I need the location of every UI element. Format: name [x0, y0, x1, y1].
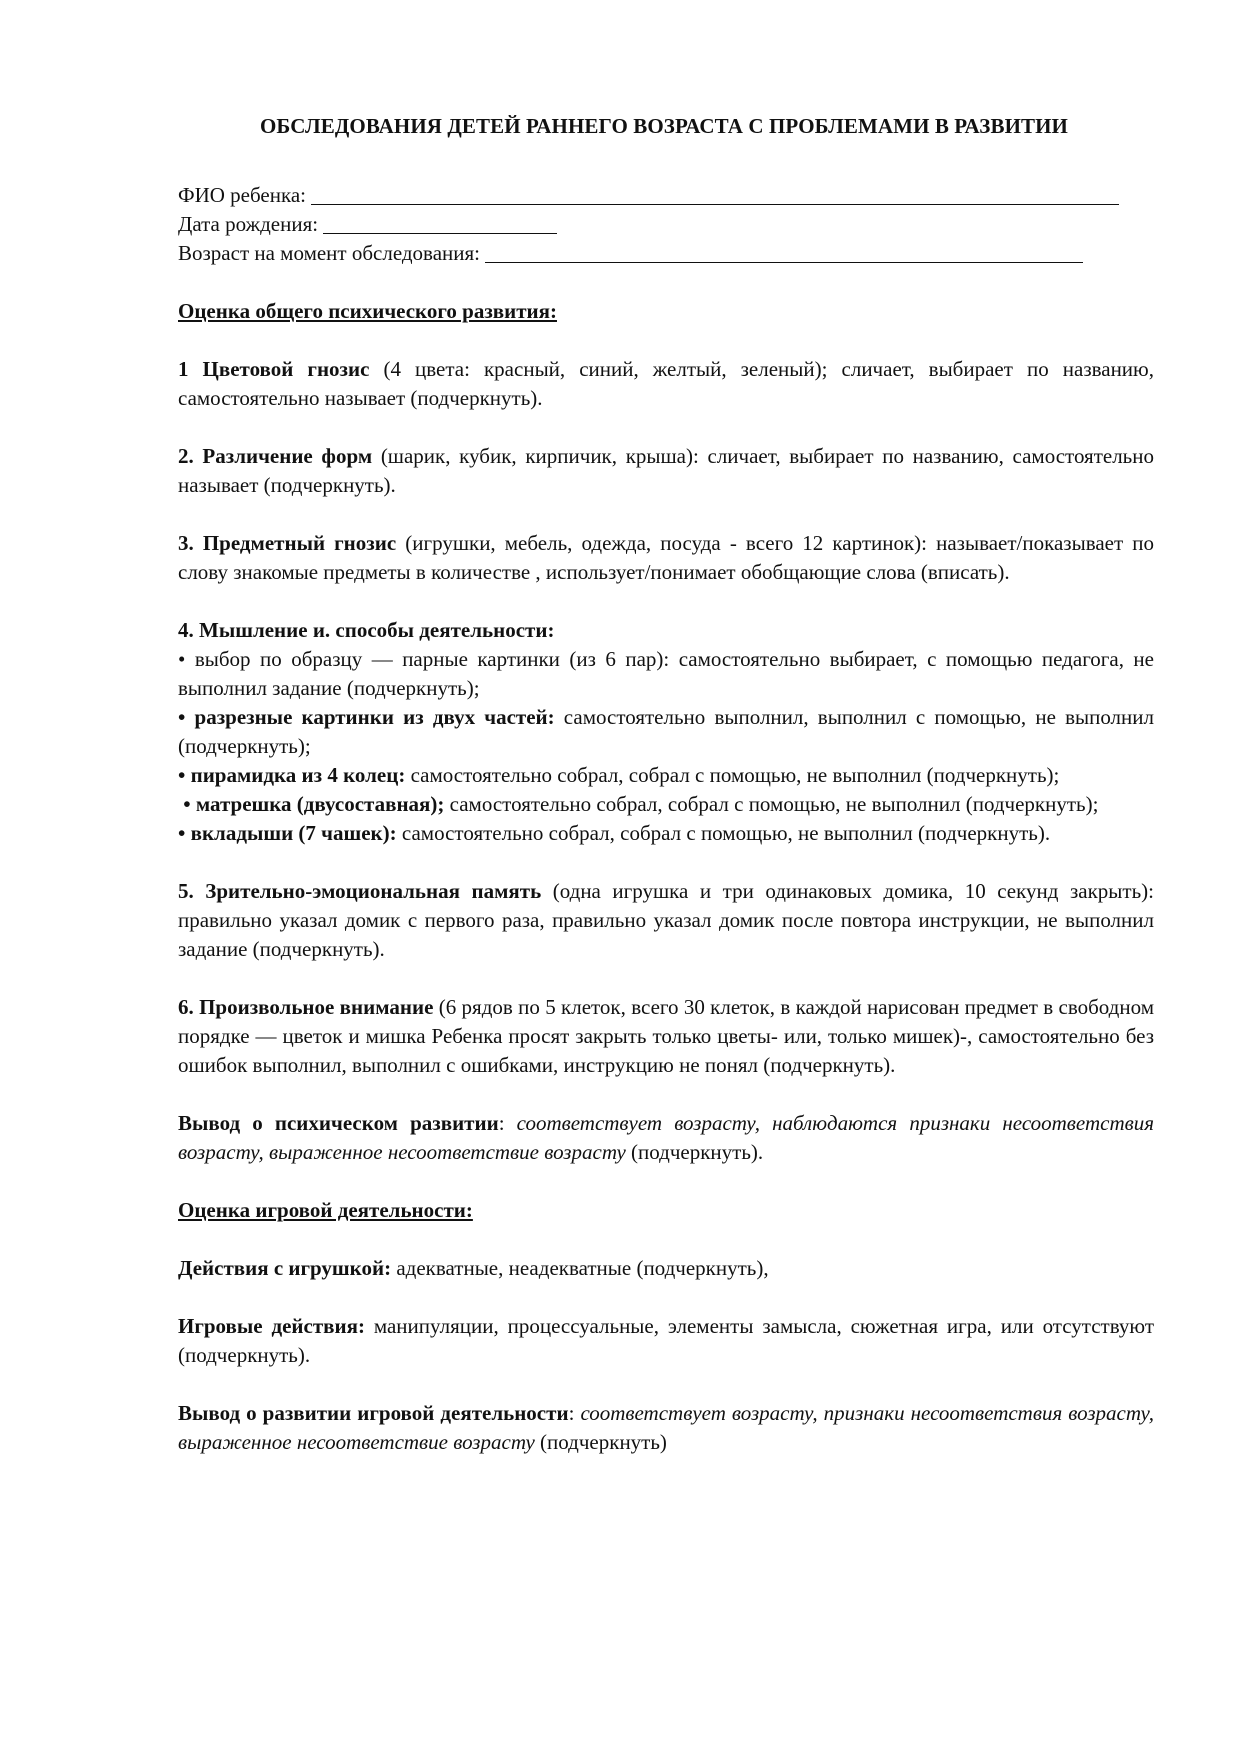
play-conclusion-options: соответствует возрасту, признаки несоответствия возрасту, выраженное несоответствие возрасту	[178, 1401, 1154, 1454]
bullet-sample-choice-text: • выбор по образцу — парные картинки (из 6 пар): самостоятельно выбирает, с помощью педагога, не выполнил задание (подчеркнуть);	[178, 647, 1154, 700]
mental-conclusion	[178, 1109, 1154, 1167]
play-conclusion-colon: :	[568, 1401, 581, 1425]
bullet-inserts-text: самостоятельно собрал, собрал с помощью, не выполнил (подчеркнуть).	[396, 821, 1051, 845]
bullet-inserts	[178, 819, 1154, 848]
item-object-gnosis	[178, 529, 1154, 587]
item-form-discrimination	[178, 442, 1154, 500]
toy-actions-title: Действия с игрушкой:	[178, 1256, 392, 1280]
child-name-label: ФИО ребенка:	[178, 183, 306, 207]
item-thinking-title	[178, 616, 1154, 645]
birth-date-line[interactable]	[323, 213, 557, 234]
play-conclusion	[178, 1399, 1154, 1457]
item-object-gnosis-title: 3. Предметный гнозис	[178, 531, 397, 555]
play-activity-heading: Оценка игровой деятельности:	[178, 1198, 473, 1222]
bullet-matryoshka	[178, 790, 1154, 819]
age-line[interactable]	[485, 242, 1083, 263]
bullet-inserts-title: • вкладыши (7 чашек):	[178, 821, 397, 845]
bullet-sample-choice	[178, 645, 1154, 703]
birth-date-label: Дата рождения:	[178, 212, 319, 236]
play-conclusion-note: (подчеркнуть)	[534, 1430, 667, 1454]
play-actions-text: манипуляции, процессуальные, элементы замысла, сюжетная игра, или отсутствуют (подчеркнуть).	[178, 1314, 1155, 1367]
item-voluntary-attention-title: 6. Произвольное внимание	[178, 995, 434, 1019]
item-color-gnosis	[178, 355, 1154, 413]
bullet-pyramid-text: самостоятельно собрал, собрал с помощью, не выполнил (подчеркнуть);	[405, 763, 1060, 787]
mental-conclusion-title: Вывод о психическом развитии	[178, 1111, 499, 1135]
age-label: Возраст на момент обследования:	[178, 241, 480, 265]
item-visual-memory-title: 5. Зрительно-эмоциональная память	[178, 879, 542, 903]
bullet-matryoshka-text: самостоятельно собрал, собрал с помощью, не выполнил (подчеркнуть);	[444, 792, 1099, 816]
toy-actions	[178, 1254, 1154, 1283]
child-name-row	[178, 181, 1154, 210]
item-object-gnosis-text: (игрушки, мебель, одежда, посуда - всего 12 картинок): называет/показывает по слову знакомые предметы в количестве , использует/понимает обобщающие слова (вписать).	[178, 531, 1154, 584]
item-visual-memory	[178, 877, 1154, 964]
item-visual-memory-text: (одна игрушка и три одинаковых домика, 10 секунд закрыть): правильно указал домик с первого раза, правильно указал домик после повтора инструкции, не выполнил задание (подчеркнуть).	[178, 879, 1154, 961]
mental-conclusion-options: соответствует возрасту, наблюдаются признаки несоответствия возрасту, выраженное несоответствие возрасту	[178, 1111, 1154, 1164]
age-row	[178, 239, 1154, 268]
child-name-line[interactable]	[311, 184, 1119, 205]
bullet-cut-pictures-title: • разрезные картинки из двух частей:	[178, 705, 555, 729]
document-title: ОБСЛЕДОВАНИЯ ДЕТЕЙ РАННЕГО ВОЗРАСТА С ПРОБЛЕМАМИ В РАЗВИТИИ	[259, 114, 1068, 138]
play-actions	[178, 1312, 1154, 1370]
item-voluntary-attention-text: (6 рядов по 5 клеток, всего 30 клеток, в каждой нарисован предмет в свободном порядке — цветок и мишка Ребенка просят закрыть только цветы- или, только мишек)-, самостоятельно без ошибок выполнил, выполнил с ошибками, инструкцию не понял (подчеркнуть).	[178, 995, 1154, 1077]
play-conclusion-title: Вывод о развитии игровой деятельности	[178, 1401, 569, 1425]
bullet-pyramid-title: • пирамидка из 4 колец:	[178, 763, 406, 787]
bullet-pyramid	[178, 761, 1154, 790]
bullet-cut-pictures-text: самостоятельно выполнил, выполнил с помощью, не выполнил (подчеркнуть);	[178, 705, 1154, 758]
toy-actions-text: адекватные, неадекватные (подчеркнуть),	[391, 1256, 769, 1280]
item-thinking-heading: 4. Мышление и. способы деятельности:	[178, 618, 555, 642]
play-actions-title: Игровые действия:	[178, 1314, 365, 1338]
item-form-discrimination-text: (шарик, кубик, кирпичик, крыша): сличает, выбирает по названию, самостоятельно называет (подчеркнуть).	[178, 444, 1155, 497]
mental-conclusion-colon: :	[498, 1111, 517, 1135]
child-info-fields	[178, 181, 1154, 268]
item-voluntary-attention	[178, 993, 1154, 1080]
mental-development-heading: Оценка общего психического развития:	[178, 299, 557, 323]
bullet-matryoshka-title: • матрешка (двусоставная);	[178, 792, 445, 816]
birth-date-row	[178, 210, 1154, 239]
bullet-cut-pictures	[178, 703, 1154, 761]
item-form-discrimination-title: 2. Различение форм	[178, 444, 373, 468]
item-color-gnosis-text: (4 цвета: красный, синий, желтый, зеленый); сличает, выбирает по названию, самостоятельно называет (подчеркнуть).	[178, 357, 1154, 410]
item-color-gnosis-title: 1 Цветовой гнозис	[178, 357, 370, 381]
mental-conclusion-note: (подчеркнуть).	[625, 1140, 764, 1164]
